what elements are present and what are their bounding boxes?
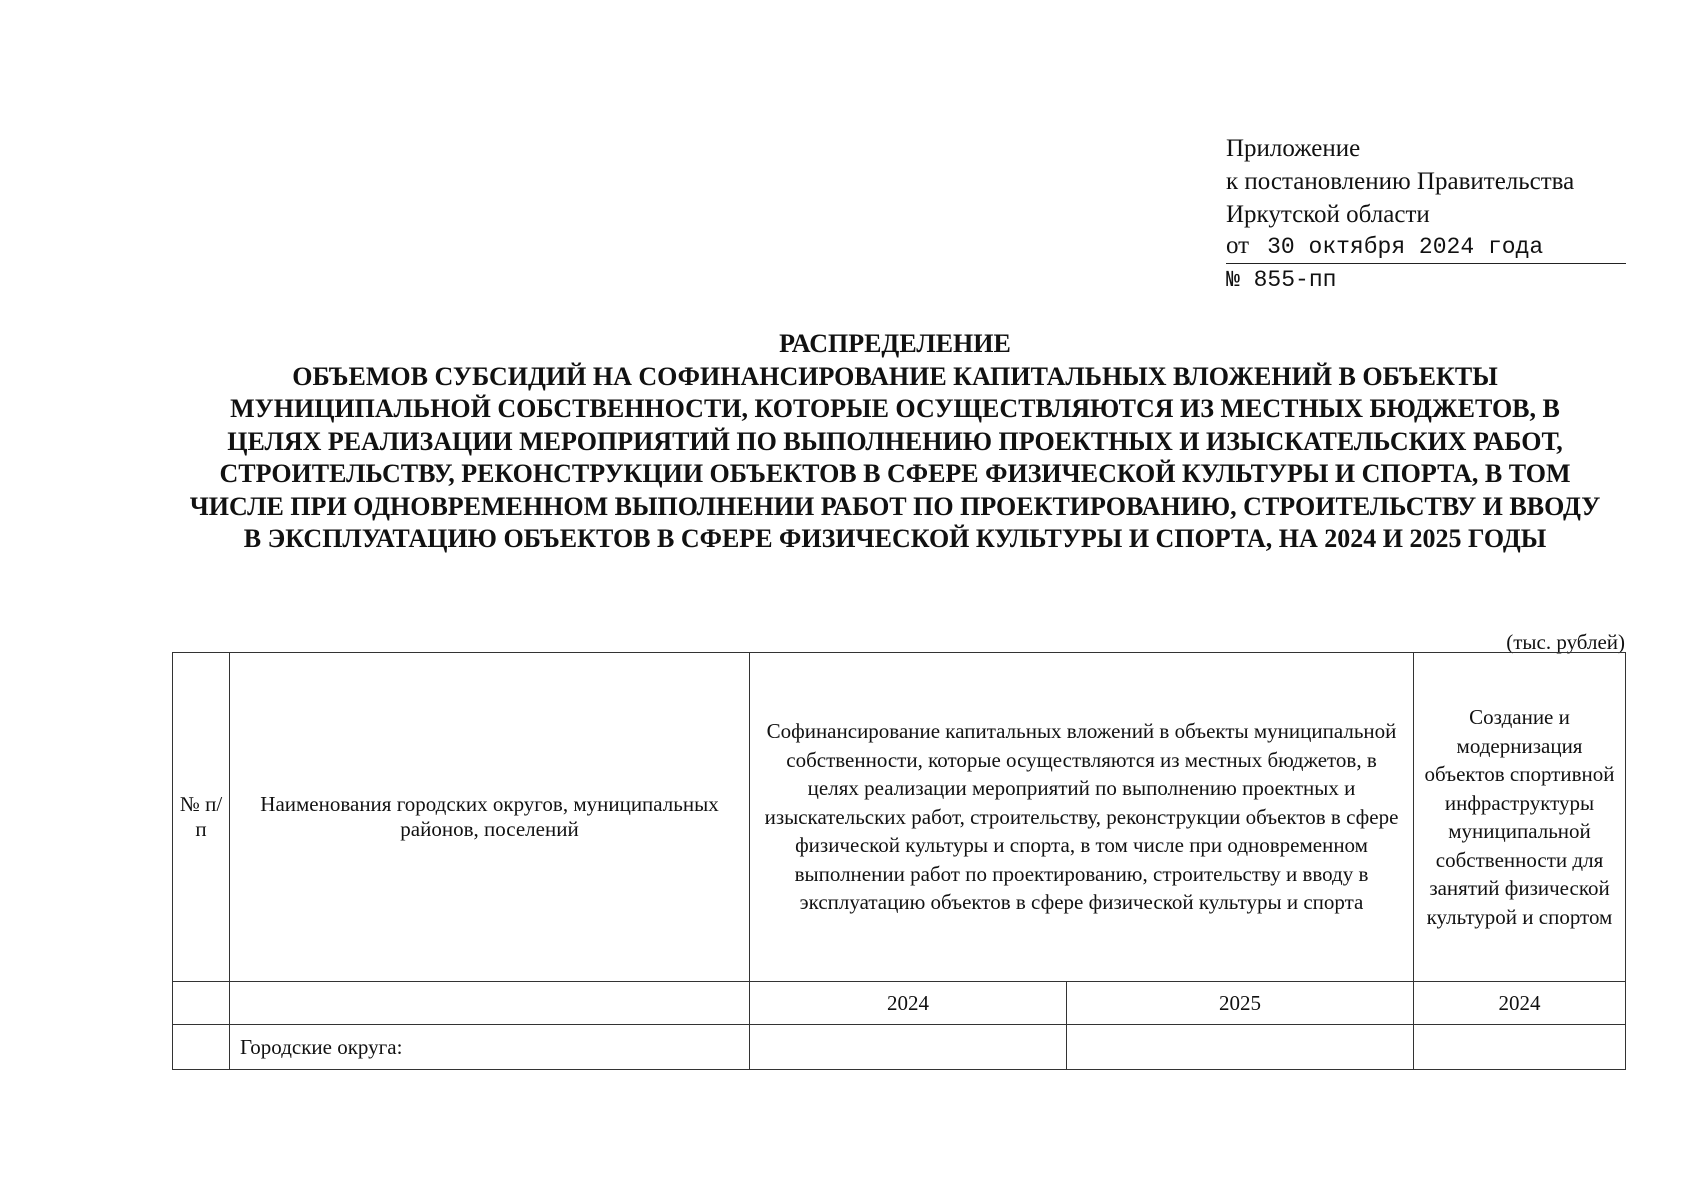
header-row	[173, 653, 1626, 982]
section-cell-2	[1067, 1025, 1414, 1070]
approval-line-3: Иркутской области	[1226, 201, 1430, 228]
approval-number: № 855-пп	[1226, 267, 1337, 293]
section-label: Городские округа:	[230, 1025, 750, 1070]
units-note: (тыс. рублей)	[1506, 630, 1625, 654]
approval-line-1: Приложение	[1226, 135, 1361, 162]
section-row	[173, 1025, 1626, 1070]
year-row	[173, 982, 1626, 1025]
header-name: Наименования городских округов, муниципальных районов, поселений	[230, 653, 750, 982]
header-num: № п/п	[173, 653, 230, 982]
distribution-table	[172, 652, 1626, 1070]
section-cell-1	[750, 1025, 1067, 1070]
year-2024-cofin: 2024	[750, 982, 1067, 1025]
approval-line-2: к постановлению Правительства	[1226, 168, 1575, 195]
header-creation: Создание и модернизация объектов спортивной инфраструктуры муниципальной собственности для занятий физической культурой и спортом	[1414, 653, 1626, 982]
approval-block	[1226, 132, 1626, 296]
year-empty-1	[173, 982, 230, 1025]
title-heading: РАСПРЕДЕЛЕНИЕ	[779, 329, 1011, 358]
document-title	[180, 328, 1610, 556]
title-body: ОБЪЕМОВ СУБСИДИЙ НА СОФИНАНСИРОВАНИЕ КАПИТАЛЬНЫХ ВЛОЖЕНИЙ В ОБЪЕКТЫ МУНИЦИПАЛЬНОЙ СОБСТВЕННОСТИ, КОТОРЫЕ ОСУЩЕСТВЛЯЮТСЯ ИЗ МЕСТНЫХ БЮДЖЕТОВ, В ЦЕЛЯХ РЕАЛИЗАЦИИ МЕРОПРИЯТИЙ ПО ВЫПОЛНЕНИЮ ПРОЕКТНЫХ И ИЗЫСКАТЕЛЬСКИХ РАБОТ, СТРОИТЕЛЬСТВУ, РЕКОНСТРУКЦИИ ОБЪЕКТОВ В СФЕРЕ ФИЗИЧЕСКОЙ КУЛЬТУРЫ И СПОРТА, В ТОМ ЧИСЛЕ ПРИ ОДНОВРЕМЕННОМ ВЫПОЛНЕНИИ РАБОТ ПО ПРОЕКТИРОВАНИЮ, СТРОИТЕЛЬСТВУ И ВВОДУ В ЭКСПЛУАТАЦИЮ ОБЪЕКТОВ В СФЕРЕ ФИЗИЧЕСКОЙ КУЛЬТУРЫ И СПОРТА, НА 2024 И 2025 ГОДЫ	[189, 361, 1601, 553]
approval-date: 30 октября 2024 года	[1267, 234, 1544, 260]
year-empty-2	[230, 982, 750, 1025]
date-prefix: от	[1226, 232, 1250, 259]
approval-date-line	[1226, 231, 1626, 264]
year-2025-cofin: 2025	[1067, 982, 1414, 1025]
section-cell-3	[1414, 1025, 1626, 1070]
year-2024-creation: 2024	[1414, 982, 1626, 1025]
header-cofinancing: Софинансирование капитальных вложений в объекты муниципальной собственности, которые осуществляются из местных бюджетов, в целях реализации мероприятий по выполнению проектных и изыскательских работ, строительству, реконструкции объектов в сфере физической культуры и спорта, в том числе при одновременном выполнении работ по проектированию, строительству и вводу в эксплуатацию объектов в сфере физической культуры и спорта	[750, 653, 1414, 982]
section-num	[173, 1025, 230, 1070]
